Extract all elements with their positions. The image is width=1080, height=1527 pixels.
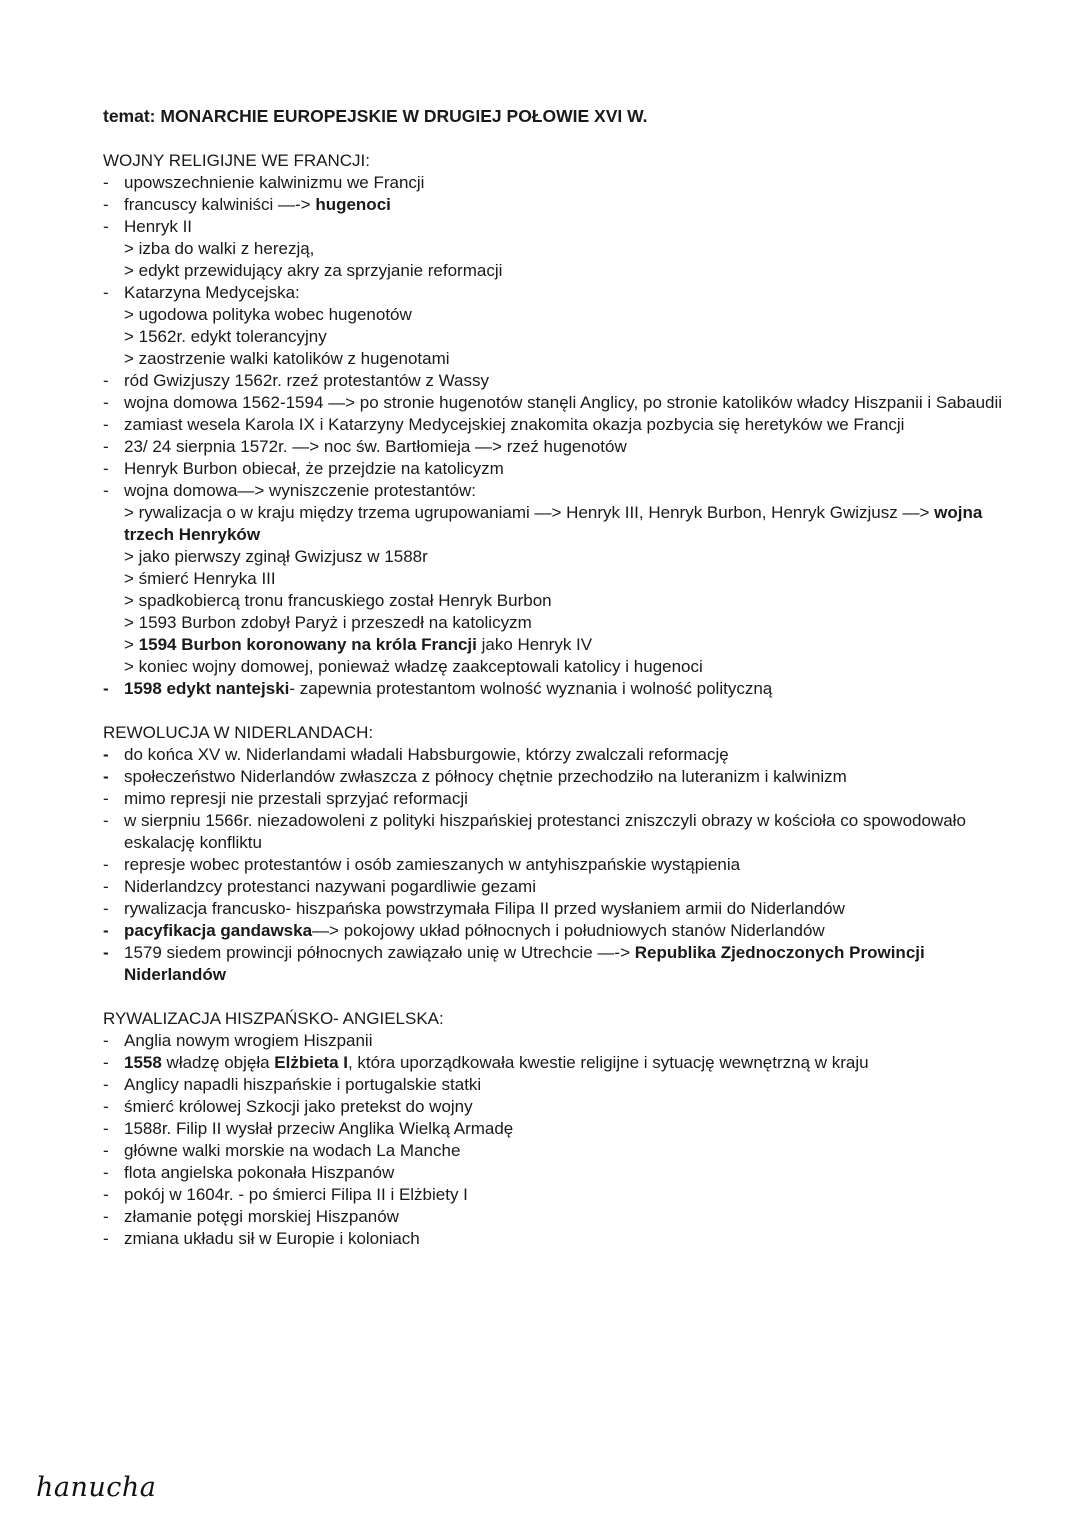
text-run: > 1593 Burbon zdobył Paryż i przeszedł na katolicyzm bbox=[124, 613, 532, 632]
item-text bbox=[124, 1097, 473, 1116]
item-text bbox=[124, 393, 1002, 412]
text-run: > ugodowa polityka wobec hugenotów bbox=[124, 305, 412, 324]
text-run: w sierpniu 1566r. niezadowoleni z polityki hiszpańskiej protestanci zniszczyli obrazy w kościoła co spowodowało eskalację konfliktu bbox=[124, 811, 966, 852]
section-heading: RYWALIZACJA HISZPAŃSKO- ANGIELSKA: bbox=[103, 1009, 444, 1028]
section-heading: REWOLUCJA W NIDERLANDACH: bbox=[103, 723, 374, 742]
item-text bbox=[124, 789, 468, 808]
section bbox=[103, 1008, 1003, 1250]
author-signature: hanucha bbox=[36, 1472, 157, 1503]
item-text bbox=[124, 195, 391, 214]
text-run: Henryk Burbon obiecał, że przejdzie na katolicyzm bbox=[124, 459, 504, 478]
list-item bbox=[103, 480, 1003, 678]
bullet-dash: - bbox=[103, 393, 109, 412]
item-text bbox=[124, 811, 966, 852]
text-run: mimo represji nie przestali sprzyjać reformacji bbox=[124, 789, 468, 808]
spacer bbox=[103, 986, 1003, 1008]
text-run: ród Gwizjuszy 1562r. rzeź protestantów z Wassy bbox=[124, 371, 490, 390]
list-item bbox=[103, 172, 1003, 194]
text-run: > jako pierwszy zginął Gwizjusz w 1588r bbox=[124, 547, 428, 566]
list-item bbox=[103, 392, 1003, 414]
text-run: —> pokojowy układ północnych i południowych stanów Niderlandów bbox=[312, 921, 825, 940]
bullet-list bbox=[103, 1030, 1003, 1250]
bullet-dash: - bbox=[103, 767, 109, 786]
item-text bbox=[124, 173, 424, 192]
bullet-dash: - bbox=[103, 459, 109, 478]
text-run: - zapewnia protestantom wolność wyznania i wolność polityczną bbox=[289, 679, 773, 698]
list-item bbox=[103, 920, 1003, 942]
item-text bbox=[124, 1141, 460, 1160]
bullet-dash: - bbox=[103, 1229, 109, 1248]
text-run: do końca XV w. Niderlandami władali Habsburgowie, którzy zwalczali reformację bbox=[124, 745, 729, 764]
bold-text: hugenoci bbox=[315, 195, 391, 214]
text-run: > edykt przewidujący akry za sprzyjanie reformacji bbox=[124, 261, 503, 280]
item-text bbox=[124, 1229, 420, 1248]
section bbox=[103, 150, 1003, 700]
bold-text: 1558 bbox=[124, 1053, 162, 1072]
sub-item bbox=[124, 568, 1003, 590]
item-text bbox=[124, 1207, 399, 1226]
text-run: główne walki morskie na wodach La Manche bbox=[124, 1141, 461, 1160]
text-run: > 1562r. edykt tolerancyjny bbox=[124, 327, 327, 346]
bold-text: pacyfikacja gandawska bbox=[124, 921, 313, 940]
spacer bbox=[103, 128, 1003, 150]
bullet-list bbox=[103, 172, 1003, 700]
item-text bbox=[124, 217, 192, 236]
bullet-dash: - bbox=[103, 195, 109, 214]
text-run: złamanie potęgi morskiej Hiszpanów bbox=[124, 1207, 399, 1226]
bullet-dash: - bbox=[103, 877, 109, 896]
sub-item bbox=[124, 546, 1003, 568]
bullet-dash: - bbox=[103, 1097, 109, 1116]
item-text bbox=[124, 943, 925, 984]
list-item bbox=[103, 942, 1003, 986]
bullet-dash: - bbox=[103, 1075, 109, 1094]
bullet-dash: - bbox=[103, 1141, 109, 1160]
bullet-dash: - bbox=[103, 415, 109, 434]
item-text bbox=[124, 371, 489, 390]
list-item bbox=[103, 1052, 1003, 1074]
document-page bbox=[103, 104, 1003, 1250]
text-run: represje wobec protestantów i osób zamieszanych w antyhiszpańskie wystąpienia bbox=[124, 855, 741, 874]
text-run: Anglia nowym wrogiem Hiszpanii bbox=[124, 1031, 373, 1050]
text-run: > zaostrzenie walki katolików z hugenotami bbox=[124, 349, 450, 368]
bold-text: Republika Zjednoczonych Prowincji Niderlandów bbox=[124, 943, 925, 984]
bullet-dash: - bbox=[103, 745, 109, 764]
list-item bbox=[103, 414, 1003, 436]
section-heading: WOJNY RELIGIJNE WE FRANCJI: bbox=[103, 151, 370, 170]
text-run: rywalizacja francusko- hiszpańska powstrzymała Filipa II przed wysłaniem armii do Niderlandów bbox=[124, 899, 845, 918]
list-item bbox=[103, 1074, 1003, 1096]
bullet-dash: - bbox=[103, 1053, 109, 1072]
bold-text: Elżbieta I bbox=[274, 1053, 348, 1072]
bullet-dash: - bbox=[103, 1031, 109, 1050]
item-text bbox=[124, 459, 504, 478]
text-run: społeczeństwo Niderlandów zwłaszcza z północy chętnie przechodziło na luteranizm i kalwinizm bbox=[124, 767, 847, 786]
sub-item bbox=[124, 304, 1003, 326]
list-item bbox=[103, 1228, 1003, 1250]
bullet-list bbox=[103, 744, 1003, 986]
text-run: Niderlandzcy protestanci nazywani pogardliwie gezami bbox=[124, 877, 536, 896]
sub-item bbox=[124, 326, 1003, 348]
sub-item bbox=[124, 612, 1003, 634]
text-run: upowszechnienie kalwinizmu we Francji bbox=[124, 173, 425, 192]
item-text bbox=[124, 481, 476, 500]
bold-text: 1594 Burbon koronowany na króla Francji bbox=[138, 635, 477, 654]
list-item bbox=[103, 810, 1003, 854]
bullet-dash: - bbox=[103, 855, 109, 874]
list-item bbox=[103, 458, 1003, 480]
sections-container bbox=[103, 150, 1003, 1250]
text-run: zmiana układu sił w Europie i koloniach bbox=[124, 1229, 420, 1248]
list-item bbox=[103, 216, 1003, 282]
item-text bbox=[124, 283, 300, 302]
text-run: > spadkobiercą tronu francuskiego został Henryk Burbon bbox=[124, 591, 552, 610]
item-text bbox=[124, 899, 845, 918]
bullet-dash: - bbox=[103, 811, 109, 830]
list-item bbox=[103, 744, 1003, 766]
text-run: 1579 siedem prowincji północnych zawiązało unię w Utrechcie —-> bbox=[124, 943, 635, 962]
text-run: wojna domowa—> wyniszczenie protestantów: bbox=[124, 481, 476, 500]
list-item bbox=[103, 678, 1003, 700]
text-run: Henryk II bbox=[124, 217, 193, 236]
bullet-dash: - bbox=[103, 283, 109, 302]
sub-item bbox=[124, 590, 1003, 612]
bold-text: wojna trzech Henryków bbox=[124, 503, 983, 544]
list-item bbox=[103, 898, 1003, 920]
text-run: > koniec wojny domowej, ponieważ władzę zaakceptowali katolicy i hugenoci bbox=[124, 657, 703, 676]
item-text bbox=[124, 877, 536, 896]
item-text bbox=[124, 745, 729, 764]
item-text bbox=[124, 1075, 481, 1094]
text-run: władzę objęła bbox=[161, 1053, 275, 1072]
list-item bbox=[103, 194, 1003, 216]
text-run: > izba do walki z herezją, bbox=[124, 239, 315, 258]
bullet-dash: - bbox=[103, 173, 109, 192]
text-run: jako Henryk IV bbox=[476, 635, 593, 654]
item-text bbox=[124, 437, 627, 456]
text-run: francuscy kalwiniści —-> bbox=[124, 195, 316, 214]
text-run: 1588r. Filip II wysłał przeciw Anglika Wielką Armadę bbox=[124, 1119, 514, 1138]
list-item bbox=[103, 1140, 1003, 1162]
bullet-dash: - bbox=[103, 943, 109, 962]
text-run: 23/ 24 sierpnia 1572r. —> noc św. Bartłomieja —> rzeź hugenotów bbox=[124, 437, 627, 456]
item-text bbox=[124, 1053, 869, 1072]
section bbox=[103, 722, 1003, 986]
bullet-dash: - bbox=[103, 481, 109, 500]
bullet-dash: - bbox=[103, 921, 109, 940]
item-text bbox=[124, 1185, 468, 1204]
text-run: wojna domowa 1562-1594 —> po stronie hugenotów stanęli Anglicy, po stronie katolików władcy Hiszpanii i Sabaudii bbox=[124, 393, 1003, 412]
list-item bbox=[103, 1096, 1003, 1118]
item-text bbox=[124, 1031, 372, 1050]
item-text bbox=[124, 1119, 513, 1138]
item-text bbox=[124, 415, 904, 434]
text-run: śmierć królowej Szkocji jako pretekst do wojny bbox=[124, 1097, 473, 1116]
bullet-dash: - bbox=[103, 1185, 109, 1204]
text-run: , która uporządkowała kwestie religijne i sytuację wewnętrzną w kraju bbox=[347, 1053, 869, 1072]
text-run: flota angielska pokonała Hiszpanów bbox=[124, 1163, 395, 1182]
list-item bbox=[103, 854, 1003, 876]
item-text bbox=[124, 855, 740, 874]
bullet-dash: - bbox=[103, 437, 109, 456]
list-item bbox=[103, 436, 1003, 458]
list-item bbox=[103, 282, 1003, 370]
sub-item bbox=[124, 634, 1003, 656]
page-title: temat: MONARCHIE EUROPEJSKIE W DRUGIEJ POŁOWIE XVI W. bbox=[103, 106, 648, 126]
text-run: > śmierć Henryka III bbox=[124, 569, 276, 588]
text-run: > bbox=[124, 635, 139, 654]
bullet-dash: - bbox=[103, 789, 109, 808]
spacer bbox=[103, 700, 1003, 722]
sub-item bbox=[124, 260, 1003, 282]
bullet-dash: - bbox=[103, 217, 109, 236]
text-run: > rywalizacja o w kraju między trzema ugrupowaniami —> Henryk III, Henryk Burbon, Henryk Gwizjusz —> bbox=[124, 503, 935, 522]
sub-item bbox=[124, 348, 1003, 370]
item-text bbox=[124, 921, 825, 940]
list-item bbox=[103, 1030, 1003, 1052]
sub-item bbox=[124, 238, 1003, 260]
list-item bbox=[103, 788, 1003, 810]
bullet-dash: - bbox=[103, 679, 109, 698]
bullet-dash: - bbox=[103, 1119, 109, 1138]
sub-item bbox=[124, 502, 1003, 546]
text-run: pokój w 1604r. - po śmierci Filipa II i Elżbiety I bbox=[124, 1185, 468, 1204]
sub-item bbox=[124, 656, 1003, 678]
item-text bbox=[124, 1163, 394, 1182]
item-text bbox=[124, 679, 772, 698]
list-item bbox=[103, 876, 1003, 898]
list-item bbox=[103, 1162, 1003, 1184]
bold-text: 1598 edykt nantejski bbox=[124, 679, 290, 698]
list-item bbox=[103, 370, 1003, 392]
bullet-dash: - bbox=[103, 1163, 109, 1182]
list-item bbox=[103, 1184, 1003, 1206]
list-item bbox=[103, 1206, 1003, 1228]
text-run: Katarzyna Medycejska: bbox=[124, 283, 300, 302]
list-item bbox=[103, 1118, 1003, 1140]
bullet-dash: - bbox=[103, 1207, 109, 1226]
bullet-dash: - bbox=[103, 371, 109, 390]
list-item bbox=[103, 766, 1003, 788]
text-run: zamiast wesela Karola IX i Katarzyny Medycejskiej znakomita okazja pozbycia się heretyków we Francji bbox=[124, 415, 905, 434]
item-text bbox=[124, 767, 847, 786]
bullet-dash: - bbox=[103, 899, 109, 918]
text-run: Anglicy napadli hiszpańskie i portugalskie statki bbox=[124, 1075, 482, 1094]
